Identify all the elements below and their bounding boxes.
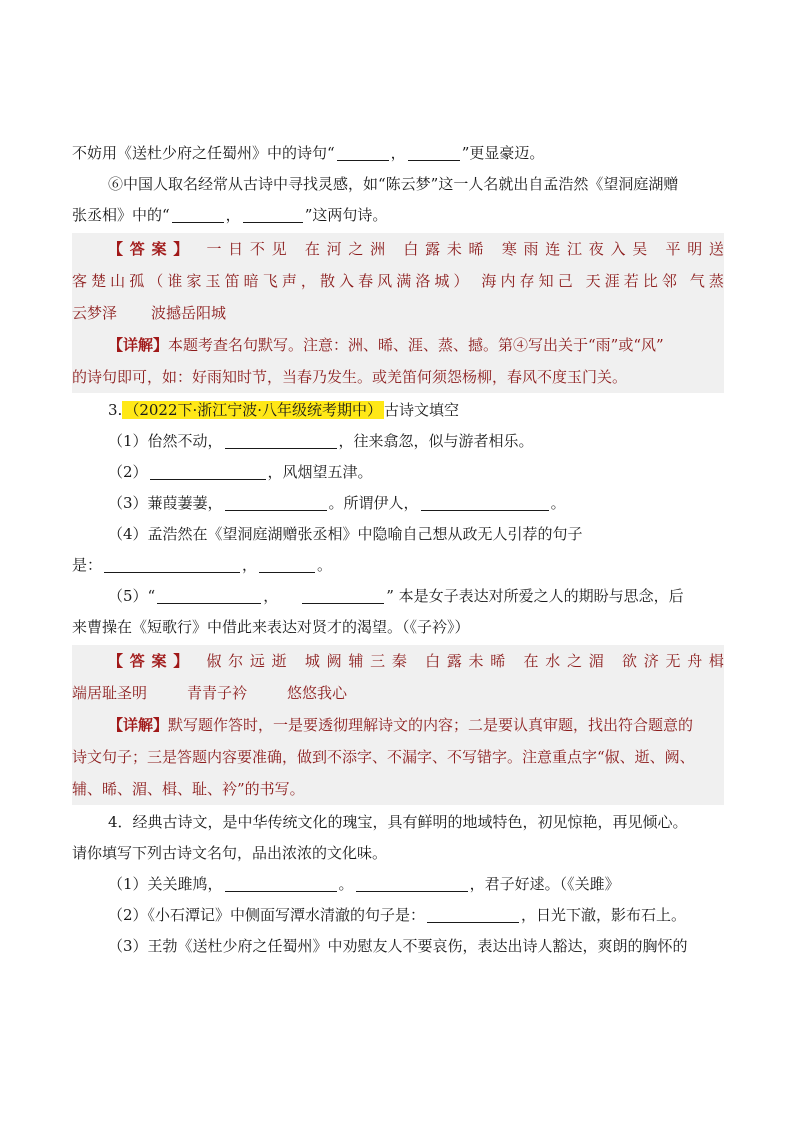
answer-blank xyxy=(225,430,337,449)
text: ，日光下澈，影布石上。 xyxy=(521,906,687,924)
text: 。 xyxy=(550,494,566,512)
text: 请你填写下列古诗文名句，品出浓浓的文化味。 xyxy=(72,844,388,862)
text: ， xyxy=(242,556,258,574)
text: （2）《小石潭记》中侧面写潭水清澈的句子是： xyxy=(108,906,426,924)
answer-item: 青青子衿 xyxy=(187,684,248,702)
answer-blank xyxy=(421,492,549,511)
q4-intro-1 xyxy=(72,807,724,838)
answer-item: 一日不见 xyxy=(206,240,294,258)
answer-blank xyxy=(356,873,468,892)
text: 4．经典古诗文，是中华传统文化的瑰宝，具有鲜明的地域特色，初见惊艳，再见倾心。 xyxy=(108,813,688,831)
q4-item-1 xyxy=(72,869,724,900)
q3-item-3 xyxy=(72,488,724,519)
q2-answer-box xyxy=(72,233,724,393)
answer-blank xyxy=(337,142,389,161)
text: （3）蒹葭萋萋， xyxy=(108,494,223,512)
answer-item: 俶尔远逝 xyxy=(206,652,294,670)
text: ”更显豪迈。 xyxy=(461,144,545,162)
q3-item-2 xyxy=(72,457,724,488)
answer-blank xyxy=(243,204,303,223)
text: 来曹操在《短歌行》中借此来表达对贤才的渴望。（《子衿》） xyxy=(72,618,470,636)
answer-blank xyxy=(172,204,224,223)
text: （3）王勃《送杜少府之任蜀州》中劝慰友人不要哀伤，表达出诗人豁达，爽朗的胸怀的 xyxy=(108,937,688,955)
q3-item-5 xyxy=(72,581,724,612)
detail-text: 诗文句子；三是答题内容要准确，做到不添字、不漏字、不写错字。注意重点字“俶、逝、阙、 xyxy=(72,748,695,766)
answer-item: 端居耻圣明 xyxy=(72,684,148,702)
q3-item-4-cont xyxy=(72,550,724,581)
q2-line-1 xyxy=(72,138,724,169)
q3-detail-line-2 xyxy=(72,741,724,773)
source-tag: （2022下·浙江宁波·八年级统考期中） xyxy=(124,401,383,419)
answer-item: 客楚山孤（谁家玉笛暗飞声，散入春风满洛城） xyxy=(72,272,473,290)
answer-item: 在水之湄 xyxy=(523,652,611,670)
text: 。 xyxy=(338,875,354,893)
answer-item: 寒雨连江夜入吴 xyxy=(501,240,654,258)
q3-item-5-cont xyxy=(72,612,724,643)
q3-answer-line-1 xyxy=(72,645,724,677)
detail-text: 的诗句即可，如：好雨知时节，当春乃发生。或羌笛何须怨杨柳，春风不度玉门关。 xyxy=(72,368,628,386)
answer-item: 云梦泽 xyxy=(72,304,118,322)
text: ⑥中国人取名经常从古诗中寻找灵感，如“陈云梦”这一人名就出自孟浩然《望洞庭湖赠 xyxy=(108,175,679,193)
detail-text: 辅、晞、湄、楫、耻、衿”的书写。 xyxy=(72,780,305,798)
document-page xyxy=(72,138,724,962)
text: 是： xyxy=(72,556,103,574)
q2-detail-line-1 xyxy=(72,329,724,361)
q2-answer-line-3 xyxy=(72,297,724,329)
q3-item-4 xyxy=(72,519,724,550)
q3-answer-line-2 xyxy=(72,677,724,709)
q2-answer-line-1 xyxy=(72,233,724,265)
text: ，风烟望五津。 xyxy=(267,463,373,481)
text: ，往来翕忽，似与游者相乐。 xyxy=(338,432,534,450)
q2-item-6-cont xyxy=(72,200,724,231)
text: 。 xyxy=(317,556,333,574)
text: （4）孟浩然在《望洞庭湖赠张丞相》中隐喻自己想从政无人引荐的句子 xyxy=(108,525,583,543)
text: 不妨用《送杜少府之任蜀州》中的诗句“ xyxy=(72,144,335,162)
q2-detail-line-2 xyxy=(72,361,724,393)
answer-item: 欲济无舟楫 xyxy=(622,652,724,670)
answer-item: 白露未晞 xyxy=(403,240,491,258)
answer-item: 海内存知己 xyxy=(481,272,577,290)
text: （1）关关雎鸠， xyxy=(108,875,223,893)
q4-intro-2 xyxy=(72,838,724,869)
question-title: 古诗文填空 xyxy=(384,401,460,419)
text: （5）“ xyxy=(108,587,156,605)
text: ，君子好逑。（《关雎》 xyxy=(469,875,620,893)
text: ， xyxy=(263,587,279,605)
answer-item: 平明送 xyxy=(665,240,724,258)
q4-item-3 xyxy=(72,931,724,962)
answer-item: 气蒸 xyxy=(689,272,724,290)
answer-item: 天涯若比邻 xyxy=(585,272,681,290)
answer-blank xyxy=(302,585,384,604)
answer-blank xyxy=(427,904,519,923)
text: ， xyxy=(225,206,241,224)
q3-heading xyxy=(72,395,724,426)
detail-text: 默写题作答时，一是要透彻理解诗文的内容；二是要认真审题，找出符合题意的 xyxy=(168,716,694,734)
text: （2） xyxy=(108,463,148,481)
answer-blank xyxy=(259,554,315,573)
answer-item: 在河之洲 xyxy=(304,240,392,258)
text: 。所谓伊人， xyxy=(328,494,419,512)
text: ， xyxy=(390,144,406,162)
detail-text: 本题考查名句默写。注意：洲、晞、涯、蒸、撼。第④写出关于“雨”或“风” xyxy=(168,336,664,354)
question-number: 3. xyxy=(108,401,123,419)
detail-tag: 【详解】 xyxy=(108,716,169,734)
answer-item: 白露未晞 xyxy=(425,652,513,670)
answer-blank xyxy=(157,585,261,604)
q2-answer-line-2 xyxy=(72,265,724,297)
q3-detail-line-1 xyxy=(72,709,724,741)
text: （1）佁然不动， xyxy=(108,432,223,450)
q4-item-2 xyxy=(72,900,724,931)
answer-item: 波撼岳阳城 xyxy=(151,304,227,322)
answer-blank xyxy=(104,554,240,573)
answer-blank xyxy=(408,142,460,161)
text: 张丞相》中的“ xyxy=(72,206,170,224)
q2-item-6 xyxy=(72,169,724,200)
q3-detail-line-3 xyxy=(72,773,724,805)
answer-tag: 【答案】 xyxy=(108,652,195,670)
text: ” 本是女子表达对所爱之人的期盼与思念，后 xyxy=(386,587,684,605)
detail-tag: 【详解】 xyxy=(108,336,169,354)
answer-blank xyxy=(225,492,327,511)
answer-blank xyxy=(225,873,337,892)
answer-item: 城阙辅三秦 xyxy=(304,652,414,670)
answer-item: 悠悠我心 xyxy=(287,684,348,702)
text: ”这两句诗。 xyxy=(304,206,388,224)
answer-tag: 【答案】 xyxy=(108,240,195,258)
answer-blank xyxy=(150,461,266,480)
q3-item-1 xyxy=(72,426,724,457)
q3-answer-box xyxy=(72,645,724,805)
